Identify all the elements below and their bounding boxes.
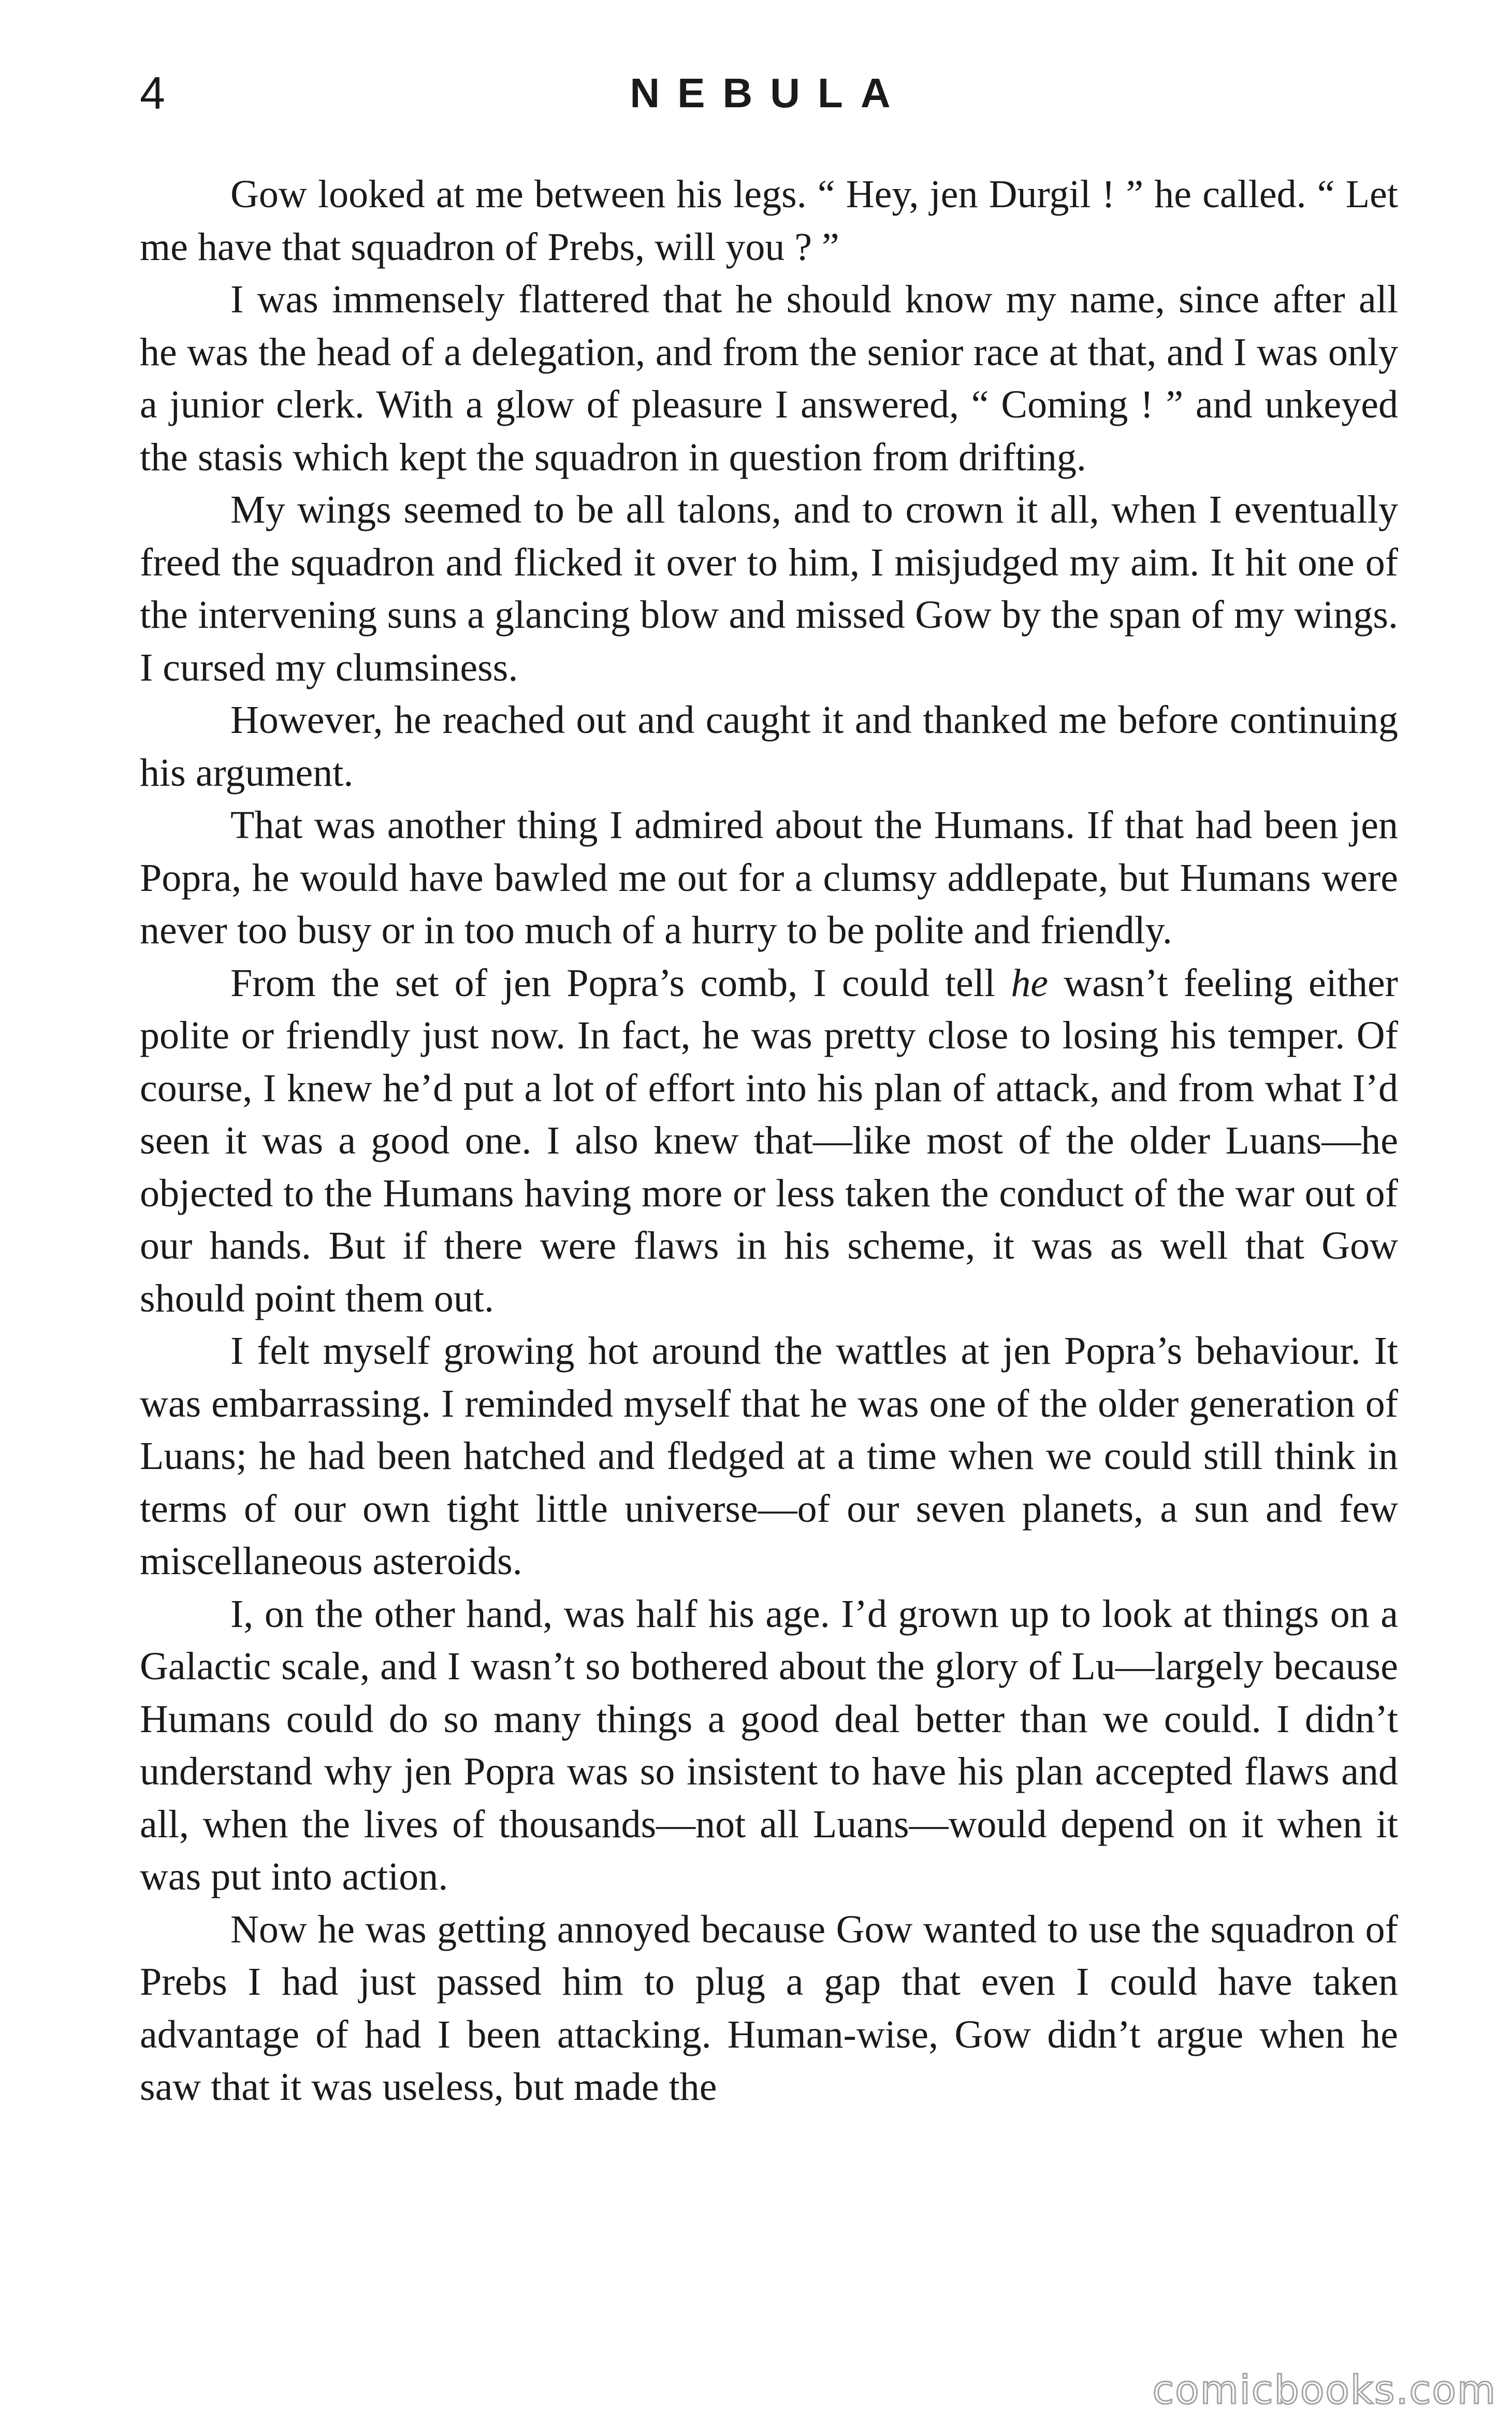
- paragraph-6: [140, 957, 1398, 1326]
- paragraph-3: My wings seemed to be all talons, and to crown it all, when I eventually freed the squadron and flicked it over to him, I misjudged my aim. It hit one of the intervening suns a glancing blow and missed Gow by the span of my wings. I cursed my clumsiness.: [140, 488, 1398, 689]
- watermark: comicbooks.com: [1152, 2367, 1496, 2413]
- paragraph-9: Now he was getting annoyed because Gow wanted to use the squadron of Prebs I had just passed him to plug a gap that even I could have taken advantage of had I been attacking. Human-wise, Gow didn’t argue when he saw that it was useless, but made the: [140, 1907, 1398, 2109]
- paragraph-6-start: From the set of jen Popra’s comb, I could tell: [230, 961, 1011, 1005]
- paragraph-6-end: wasn’t feeling either polite or friendly just now. In fact, he was pretty close to losing his temper. Of course, I knew he’d put a lot of effort into his plan of attack, and from what I’d seen it was a good one. I also knew that—like most of the older Luans—he objected to the Humans having more or less taken the conduct of the war out of our hands. But if there were flaws in his scheme, it was as well that Gow should point them out.: [140, 961, 1398, 1320]
- paragraph-1: Gow looked at me between his legs. “ Hey, jen Durgil ! ” he called. “ Let me have that squadron of Prebs, will you ? ”: [140, 172, 1398, 269]
- paragraph-5: That was another thing I admired about the Humans. If that had been jen Popra, he would have bawled me out for a clumsy addlepate, but Humans were never too busy or in too much of a hurry to be polite and friendly.: [140, 803, 1398, 952]
- paragraph-4: However, he reached out and caught it and thanked me before continuing his argument.: [140, 698, 1398, 795]
- paragraph-8: I, on the other hand, was half his age. I’d grown up to look at things on a Galactic scale, and I wasn’t so bothered about the glory of Lu—largely because Humans could do so many things a good deal better than we could. I didn’t understand why jen Popra was so insistent to have his plan accepted flaws and all, when the lives of thousands—not all Luans—would depend on it when it was put into action.: [140, 1592, 1398, 1898]
- emphasized-word: he: [1011, 961, 1049, 1005]
- paragraph-7: I felt myself growing hot around the wattles at jen Popra’s behaviour. It was embarrassing. I reminded myself that he was one of the older generation of Luans; he had been hatched and fledged at a time when we could still think in terms of our own tight little universe—of our seven planets, a sun and few miscellaneous asteroids.: [140, 1329, 1398, 1583]
- paragraph-2: I was immensely flattered that he should know my name, since after all he was the head of a delegation, and from the senior race at that, and I was only a junior clerk. With a glow of pleasure I answered, “ Coming ! ” and unkeyed the stasis which kept the squadron in question from drifting.: [140, 278, 1398, 479]
- page-number: 4: [140, 67, 165, 119]
- running-head: [140, 62, 1398, 124]
- running-title: NEBULA: [630, 70, 908, 116]
- body-text: [140, 168, 1398, 2114]
